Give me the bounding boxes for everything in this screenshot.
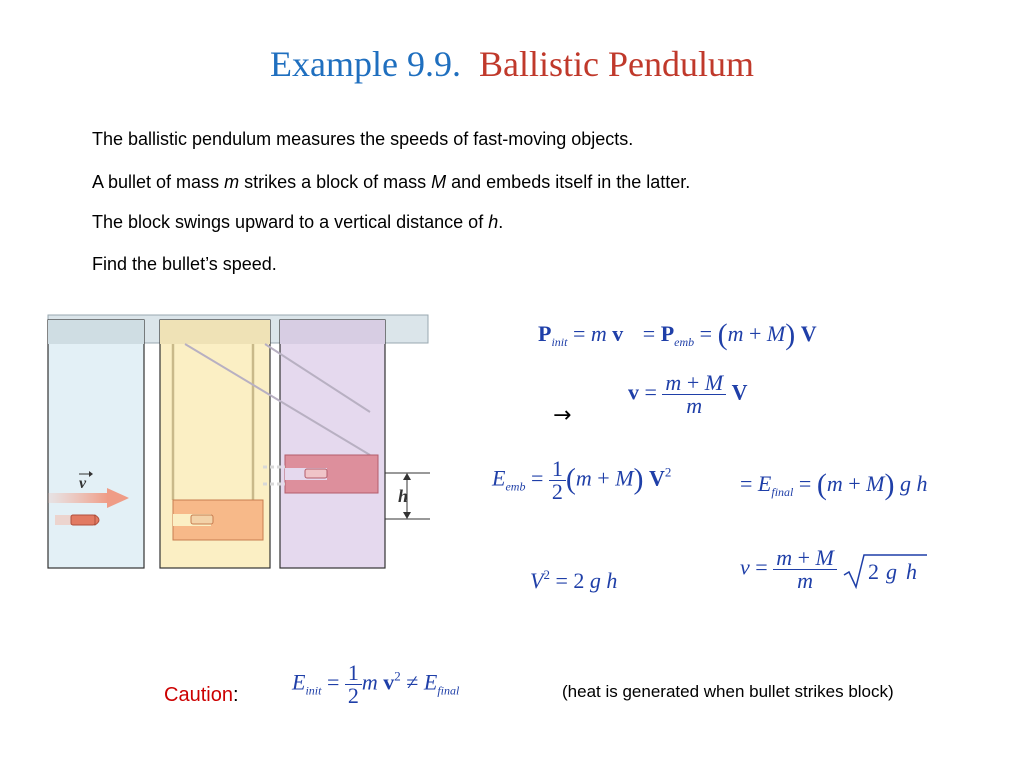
svg-text:2: 2 [868,558,880,584]
svg-text:h: h [906,558,918,584]
equation-energy-embedded: $E_{emb}$ = $\frac{1}{2}$ (m + M) $V^2$ [492,456,672,504]
ballistic-pendulum-figure [45,312,430,572]
equation-bullet-velocity: v = $\frac{m + M}{m}$ V [628,370,748,418]
square-root-icon [842,551,928,589]
equation-final-speed: v = $\frac{m + M}{m}$ 2 g h [740,547,928,592]
equation-energy-final: = $E_{final} = (m + M)$ g h [740,468,928,501]
intro-line-1: The ballistic pendulum measures the speeds of fast-moving objects. [92,129,634,149]
equation-momentum: $P_{init} = m$ $v = P_{emb} = (m + M)$ V [538,318,817,351]
svg-text:g: g [886,558,898,584]
caution-label: Caution: [164,684,239,706]
velocity-label: v [79,475,87,492]
equation-v-squared: $V^2 = 2$ g h [530,567,618,593]
caution-note: (heat is generated when bullet strikes block) [562,682,894,701]
intro-line-3: The block swings upward to a vertical distance of h. [92,212,504,232]
equation-caution: $E_{init}$ = $\frac{1}{2}$ m $v^2 \ne E_{final}$ [292,660,460,708]
intro-line-2: A bullet of mass m strikes a block of mass M and embeds itself in the latter. [92,172,691,192]
slide-title [0,40,1024,88]
title-example-number: Example 9.9. [270,44,461,84]
title-topic: Ballistic Pendulum [478,44,754,84]
height-label: h [398,486,409,506]
intro-line-4: Find the bullet’s speed. [92,254,277,274]
panel-swing-up [280,320,385,568]
implies-arrow: → [553,403,572,428]
panel-before-impact [48,320,144,568]
